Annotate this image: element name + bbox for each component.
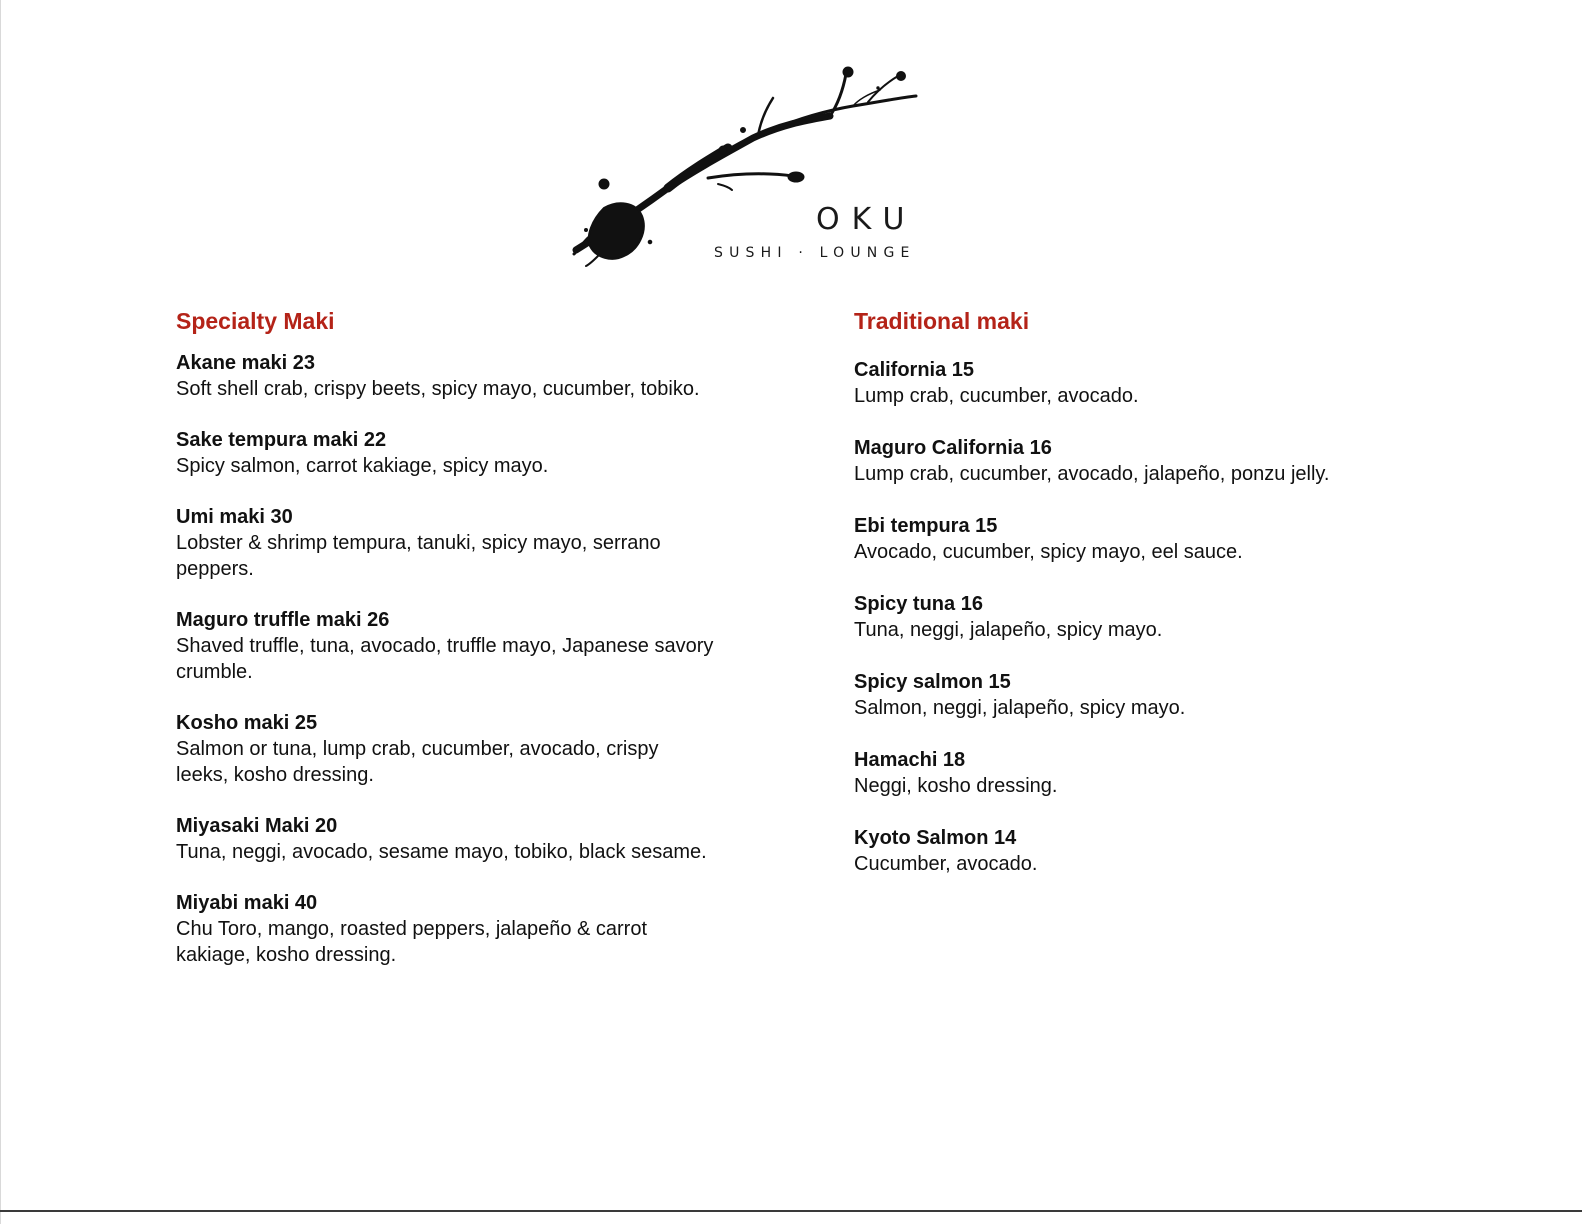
menu-item-description: Salmon, neggi, jalapeño, spicy mayo. — [854, 697, 1186, 719]
menu-item-description: Chu Toro, mango, roasted peppers, jalapeño & carrot kakiage, kosho dressing. — [176, 918, 648, 966]
cherry-branch-icon — [568, 60, 928, 275]
menu-item-name: Miyasaki Maki 20 — [176, 815, 338, 837]
traditional-maki-section — [854, 306, 1414, 903]
menu-item — [176, 607, 716, 685]
menu-item — [854, 669, 1414, 721]
menu-item — [854, 825, 1414, 877]
brand-tagline: SUSHI · LOUNGE — [714, 245, 916, 261]
menu-item-description: Cucumber, avocado. — [854, 853, 1038, 875]
menu-item-description: Tuna, neggi, avocado, sesame mayo, tobiko, black sesame. — [176, 841, 707, 863]
specialty-maki-section — [176, 306, 716, 993]
menu-item — [854, 435, 1414, 487]
menu-item — [854, 357, 1414, 409]
menu-item — [854, 513, 1414, 565]
menu-item — [176, 813, 716, 865]
menu-item-name: Spicy tuna 16 — [854, 593, 983, 615]
menu-item-name: Ebi tempura 15 — [854, 515, 998, 537]
page-bottom-edge — [0, 1210, 1582, 1212]
menu-item-name: Spicy salmon 15 — [854, 671, 1011, 693]
menu-item-description: Lump crab, cucumber, avocado, jalapeño, ponzu jelly. — [854, 463, 1330, 485]
menu-item-name: Miyabi maki 40 — [176, 892, 318, 914]
menu-item — [176, 427, 716, 479]
menu-item-description: Spicy salmon, carrot kakiage, spicy mayo. — [176, 455, 549, 477]
menu-item — [176, 350, 716, 402]
brand-logo — [568, 60, 928, 275]
menu-item-name: Kyoto Salmon 14 — [854, 827, 1017, 849]
menu-item-name: Sake tempura maki 22 — [176, 429, 387, 451]
menu-item-description: Tuna, neggi, jalapeño, spicy mayo. — [854, 619, 1163, 641]
menu-item-name: Akane maki 23 — [176, 352, 315, 374]
menu-item-description: Shaved truffle, tuna, avocado, truffle mayo, Japanese savory crumble. — [176, 635, 714, 683]
menu-item-name: Maguro California 16 — [854, 437, 1052, 459]
section-title-traditional: Traditional maki — [854, 308, 1030, 334]
menu-item-name: Maguro truffle maki 26 — [176, 609, 390, 631]
menu-item-name: Umi maki 30 — [176, 506, 293, 528]
menu-item — [854, 747, 1414, 799]
menu-item-description: Lump crab, cucumber, avocado. — [854, 385, 1139, 407]
page-left-edge — [0, 0, 1, 1224]
menu-item-description: Soft shell crab, crispy beets, spicy mayo, cucumber, tobiko. — [176, 378, 700, 400]
section-title-specialty: Specialty Maki — [176, 308, 335, 334]
menu-item-name: California 15 — [854, 359, 975, 381]
menu-item-description: Lobster & shrimp tempura, tanuki, spicy mayo, serrano peppers. — [176, 532, 661, 580]
menu-item-name: Hamachi 18 — [854, 749, 966, 771]
menu-item — [854, 591, 1414, 643]
brand-name: OKU — [816, 202, 917, 237]
menu-item — [176, 890, 716, 968]
menu-item-description: Neggi, kosho dressing. — [854, 775, 1058, 797]
menu-item-description: Avocado, cucumber, spicy mayo, eel sauce. — [854, 541, 1243, 563]
menu-item — [176, 504, 716, 582]
menu-item-name: Kosho maki 25 — [176, 712, 318, 734]
menu-item-description: Salmon or tuna, lump crab, cucumber, avocado, crispy leeks, kosho dressing. — [176, 738, 659, 786]
menu-item — [176, 710, 716, 788]
